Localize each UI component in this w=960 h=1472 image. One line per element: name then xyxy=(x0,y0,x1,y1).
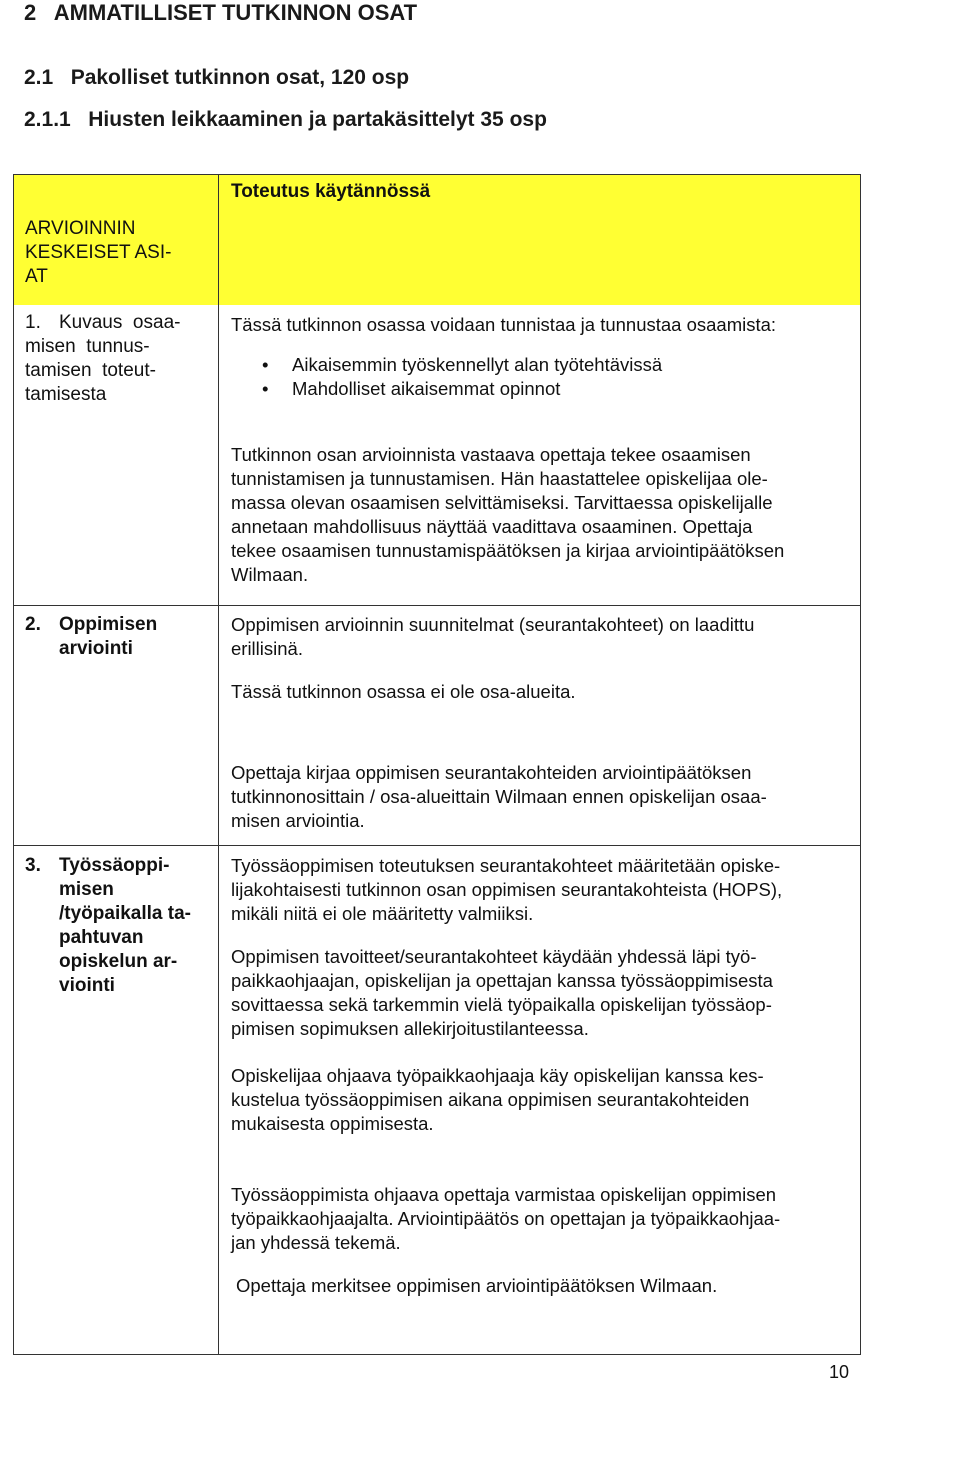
list-item: • Aikaisemmin työskennellyt alan työtehtävissä xyxy=(262,353,662,377)
header-left-label xyxy=(25,217,205,289)
text-line: Opettaja kirjaa oppimisen seurantakohteiden arviointipäätöksen xyxy=(231,762,752,783)
row2-number: 2. xyxy=(25,614,41,635)
header-left-line: AT xyxy=(25,266,48,287)
row3-label-line: pahtuvan xyxy=(59,927,144,948)
row3-label-line: opiskelun ar- xyxy=(59,951,178,972)
row2-paragraph-1 xyxy=(231,613,851,661)
row3-paragraph-4 xyxy=(231,1183,851,1255)
text-line: massa olevan osaamisen selvittämiseksi. Tarvittaessa opiskelijalle xyxy=(231,492,773,513)
row1-intro: Tässä tutkinnon osassa voidaan tunnistaa ja tunnustaa osaamista: xyxy=(231,314,777,335)
text-line: sovittaessa sekä tarkemmin vielä työpaikalla opiskelijan työssäop- xyxy=(231,994,772,1015)
row1-label-line: misen tunnus- xyxy=(25,336,150,357)
text-line: erillisinä. xyxy=(231,638,303,659)
text-line: misen arviointia. xyxy=(231,810,365,831)
text-line: annetaan mahdollisuus näyttää vaadittava osaaminen. Opettaja xyxy=(231,516,753,537)
header-right-label: Toteutus käytännössä xyxy=(231,181,431,202)
text-line: Tutkinnon osan arvioinnista vastaava opettaja tekee osaamisen xyxy=(231,444,751,465)
text-line: lijakohtaisesti tutkinnon osan oppimisen seurantakohteista (HOPS), xyxy=(231,879,783,900)
row3-paragraph-2 xyxy=(231,945,851,1041)
header-left-line: ARVIOINNIN xyxy=(25,218,136,239)
row3-paragraph-5: Opettaja merkitsee oppimisen arviointipäätöksen Wilmaan. xyxy=(236,1275,718,1296)
text-line: tunnistamisen ja tunnustamisen. Hän haastattelee opiskelijaa ole- xyxy=(231,468,768,489)
text-line: tutkinnonosittain / osa-alueittain Wilmaan ennen opiskelijan osaa- xyxy=(231,786,767,807)
assessment-table xyxy=(13,174,861,1355)
row1-number: 1. xyxy=(25,312,41,333)
column-divider xyxy=(218,175,219,1354)
row3-label xyxy=(25,854,205,998)
row3-label-line: /työpaikalla ta- xyxy=(59,903,191,924)
row1-label xyxy=(25,311,205,407)
text-line: mikäli niitä ei ole määritetty valmiiksi. xyxy=(231,903,534,924)
chapter-heading: 2 AMMATILLISET TUTKINNON OSAT xyxy=(24,0,418,25)
row2-label-line: arviointi xyxy=(59,638,133,659)
row3-label-line: Työssäoppi- xyxy=(59,855,170,876)
row3-label-line: viointi xyxy=(59,975,115,996)
header-left-line: KESKEISET ASI- xyxy=(25,242,172,263)
row2-paragraph-2: Tässä tutkinnon osassa ei ole osa-alueita. xyxy=(231,681,576,702)
row2-paragraph-3 xyxy=(231,761,851,833)
text-line: paikkaohjaajan, opiskelijan ja opettajan kanssa työssäoppimisesta xyxy=(231,970,773,991)
row-divider-2 xyxy=(14,845,860,846)
text-line: mukaisesta oppimisesta. xyxy=(231,1113,434,1134)
text-line: Wilmaan. xyxy=(231,564,309,585)
row1-paragraph xyxy=(231,443,851,587)
row2-label xyxy=(25,613,205,661)
row1-label-line: tamisesta xyxy=(25,384,107,405)
text-line: Oppimisen arvioinnin suunnitelmat (seurantakohteet) on laadittu xyxy=(231,614,755,635)
list-item: • Mahdolliset aikaisemmat opinnot xyxy=(262,377,662,401)
row1-label-line: tamisen toteut- xyxy=(25,360,156,381)
row3-paragraph-3 xyxy=(231,1064,851,1136)
row1-bullet-list xyxy=(262,353,662,401)
row1-label-line: Kuvaus osaa- xyxy=(59,312,181,333)
text-line: Työssäoppimista ohjaava opettaja varmistaa opiskelijan oppimisen xyxy=(231,1184,777,1205)
text-line: jan yhdessä tekemä. xyxy=(231,1232,401,1253)
row3-number: 3. xyxy=(25,855,41,876)
page-number: 10 xyxy=(829,1362,850,1382)
row3-label-line: misen xyxy=(59,879,114,900)
text-line: Oppimisen tavoitteet/seurantakohteet käydään yhdessä läpi työ- xyxy=(231,946,757,967)
text-line: kustelua työssäoppimisen aikana oppimisen seurantakohteiden xyxy=(231,1089,750,1110)
text-line: työpaikkaohjaajalta. Arviointipäätös on opettajan ja työpaikkaohjaa- xyxy=(231,1208,781,1229)
text-line: Opiskelijaa ohjaava työpaikkaohjaaja käy opiskelijan kanssa kes- xyxy=(231,1065,764,1086)
text-line: pimisen sopimuksen allekirjoitustilanteessa. xyxy=(231,1018,589,1039)
text-line: Työssäoppimisen toteutuksen seurantakohteet määritetään opiske- xyxy=(231,855,781,876)
subsection-heading: 2.1.1 Hiusten leikkaaminen ja partakäsittelyt 35 osp xyxy=(24,108,547,131)
text-line: tekee osaamisen tunnustamispäätöksen ja kirjaa arviointipäätöksen xyxy=(231,540,785,561)
row3-paragraph-1 xyxy=(231,854,851,926)
row2-label-line: Oppimisen xyxy=(59,614,158,635)
section-heading: 2.1 Pakolliset tutkinnon osat, 120 osp xyxy=(24,66,410,89)
row-divider-1 xyxy=(14,605,860,606)
